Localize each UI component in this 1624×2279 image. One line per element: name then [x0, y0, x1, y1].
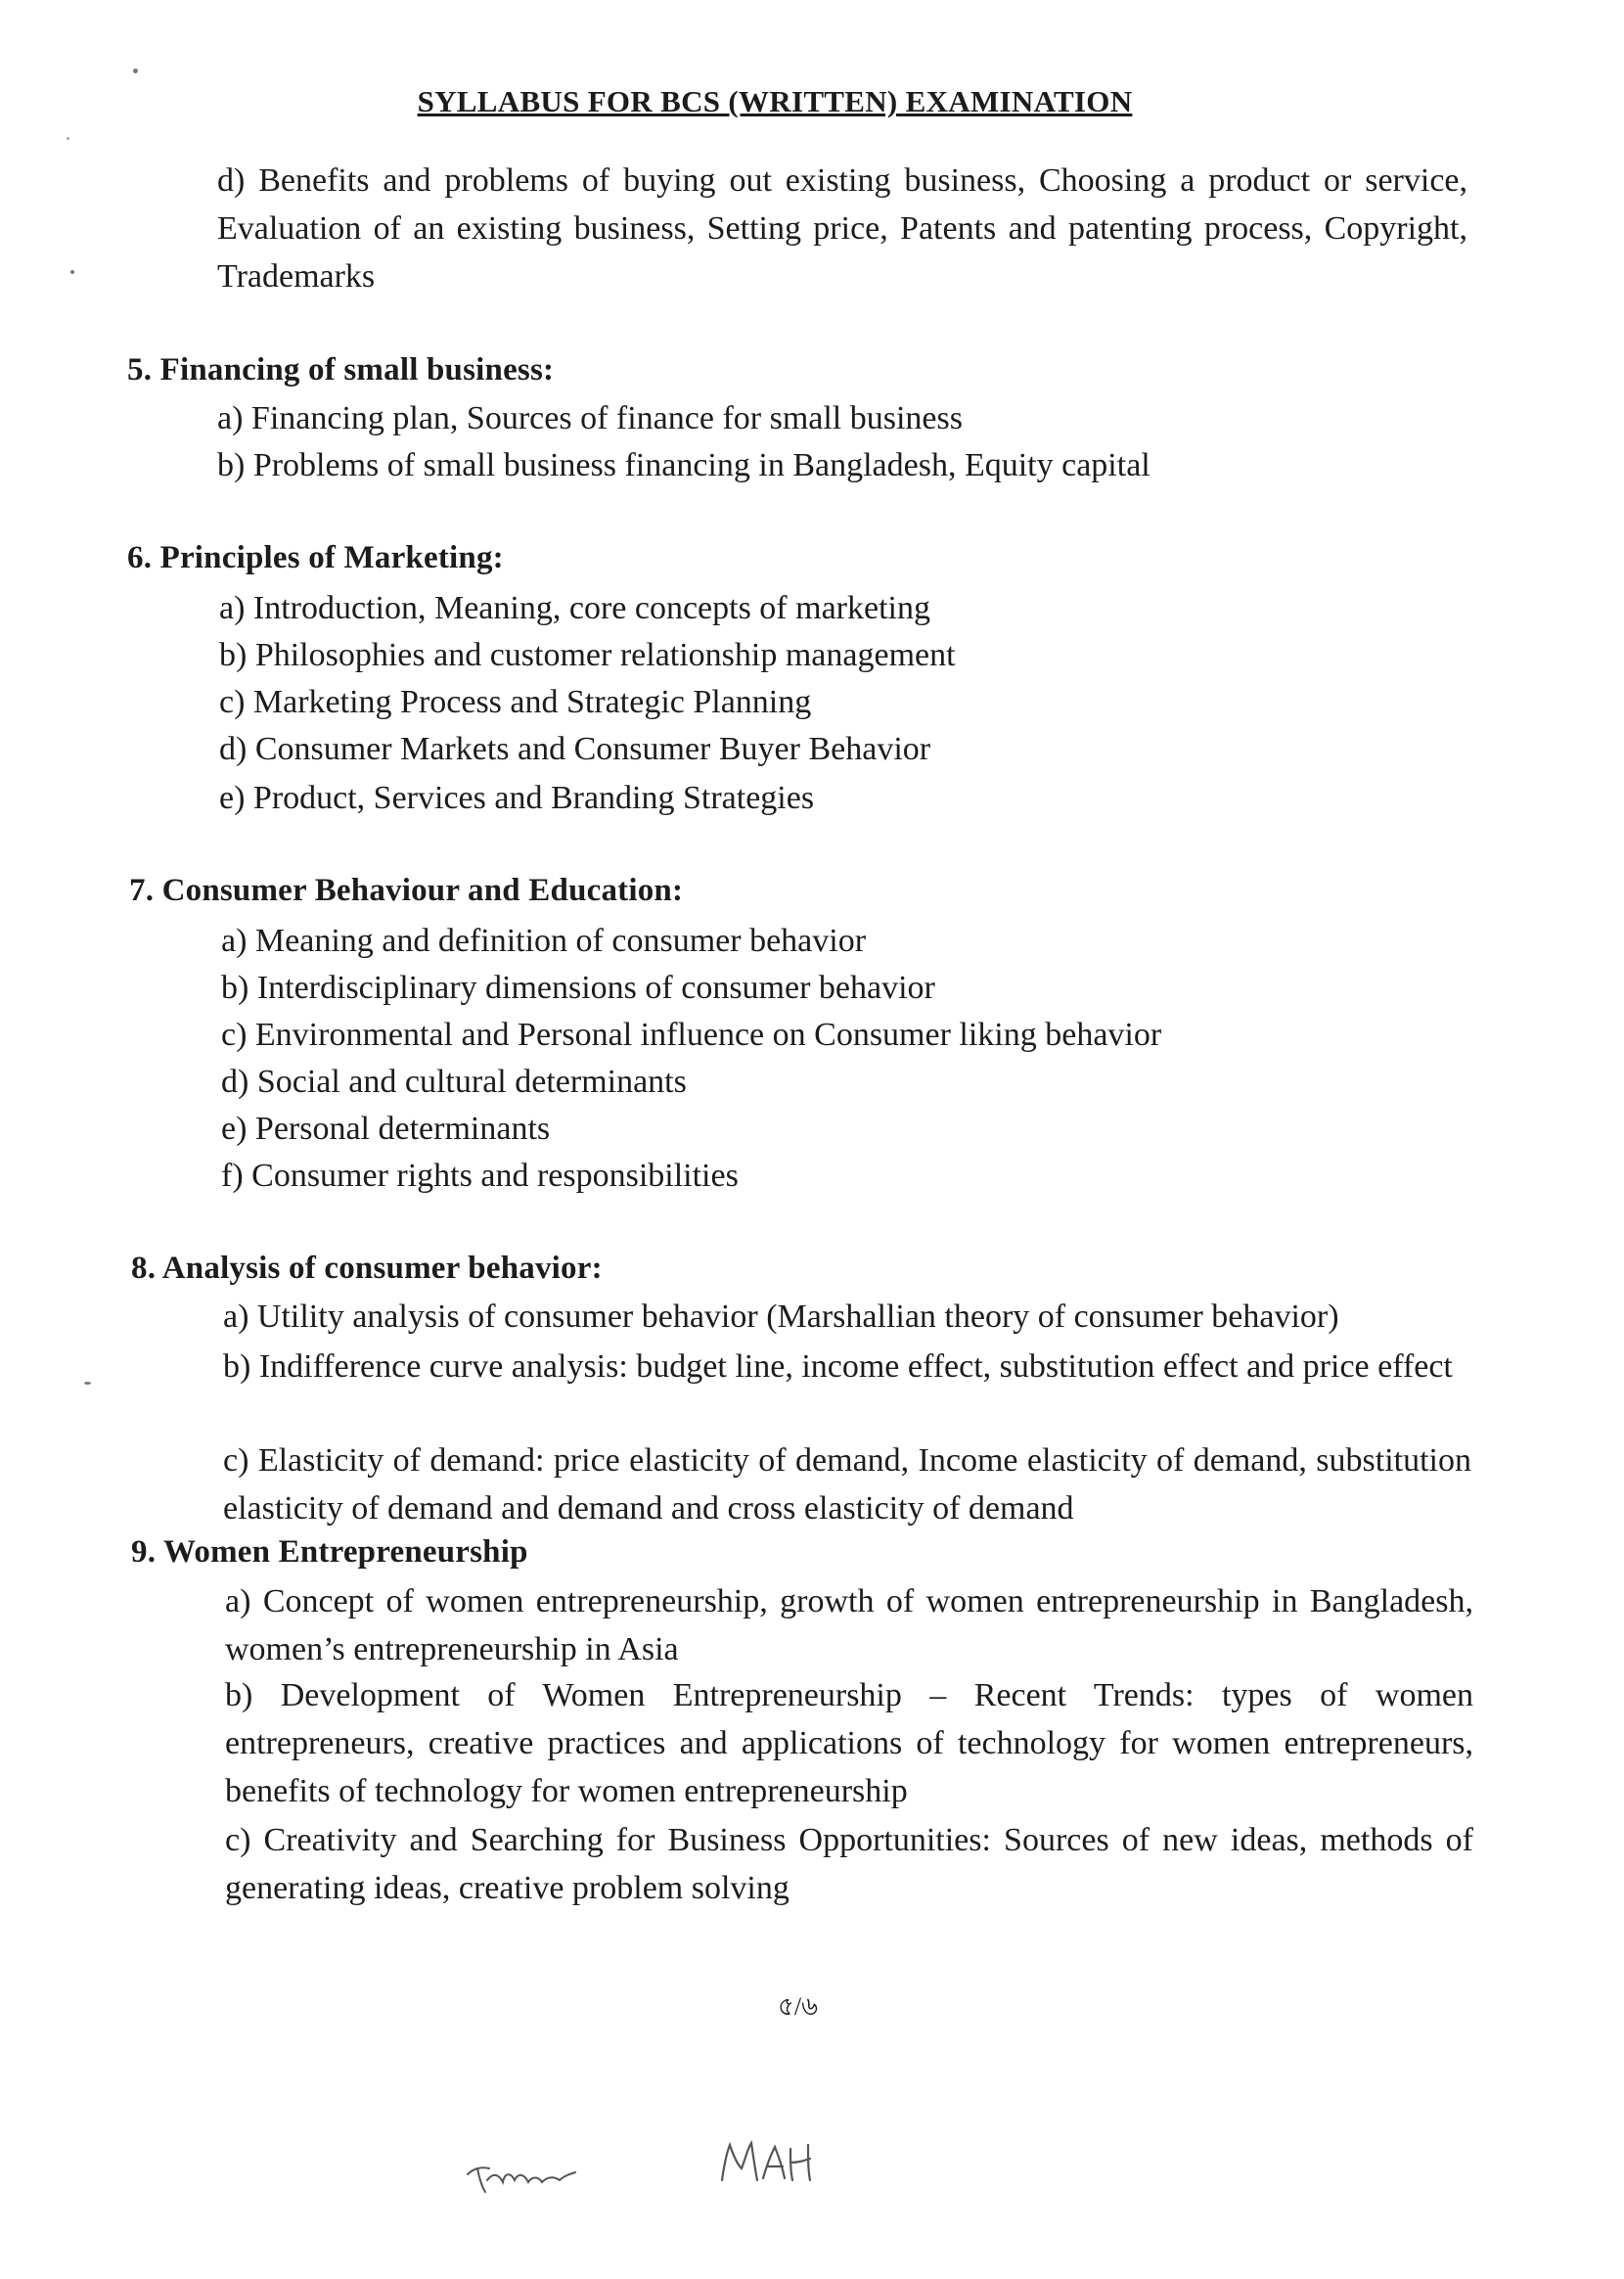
section-9-item-b: b) Development of Women Entrepreneurship – Recent Trends: types of women entrepreneurs, creative practices and applications of technology for women entrepreneurs, benefits of technology for women entrepreneurship: [225, 1677, 1473, 1809]
intro-item-d: d) Benefits and problems of buying out existing business, Choosing a product or service, Evaluation of an existing business, Setting price, Patents and patenting process, Copyright, Trademarks: [217, 162, 1467, 295]
page-title: SYLLABUS FOR BCS (WRITTEN) EXAMINATION: [417, 84, 1133, 118]
section-8-item-a: a) Utility analysis of consumer behavior (Marshallian theory of consumer behavior): [223, 1299, 1339, 1335]
section-8-item-c: c) Elasticity of demand: price elasticity of demand, Income elasticity of demand, substitution elasticity of demand and demand and cross elasticity of demand: [223, 1442, 1471, 1527]
scan-speck: [67, 137, 69, 140]
section-7-item-f: f) Consumer rights and responsibilities: [221, 1158, 739, 1194]
signature-2: [714, 2133, 822, 2192]
scan-speck: [70, 270, 74, 274]
section-7-item-b: b) Interdisciplinary dimensions of consumer behavior: [221, 970, 935, 1006]
section-8-item-b: b) Indifference curve analysis: budget line, income effect, substitution effect and price effect: [223, 1348, 1453, 1385]
section-5-item-b: b) Problems of small business financing in Bangladesh, Equity capital: [217, 447, 1150, 483]
section-5-item-a: a) Financing plan, Sources of finance for small business: [217, 400, 963, 436]
section-7-item-c: c) Environmental and Personal influence on Consumer liking behavior: [221, 1017, 1162, 1053]
page-number: ৫/৬: [778, 1992, 818, 2021]
section-6-heading: 6. Principles of Marketing:: [127, 540, 504, 575]
scan-speck: [133, 68, 138, 73]
section-7-item-e: e) Personal determinants: [221, 1111, 551, 1147]
section-6-item-b: b) Philosophies and customer relationship management: [219, 637, 956, 673]
section-9-heading: 9. Women Entrepreneurship: [131, 1534, 528, 1570]
section-7-heading: 7. Consumer Behaviour and Education:: [129, 873, 684, 908]
section-7-item-a: a) Meaning and definition of consumer behavior: [221, 923, 867, 959]
section-6-item-e: e) Product, Services and Branding Strategies: [219, 780, 815, 816]
section-6-item-d: d) Consumer Markets and Consumer Buyer Behavior: [219, 731, 931, 767]
section-8-heading: 8. Analysis of consumer behavior:: [131, 1251, 603, 1286]
section-7-item-d: d) Social and cultural determinants: [221, 1064, 687, 1100]
section-9-item-c: c) Creativity and Searching for Business Opportunities: Sources of new ideas, methods of generating ideas, creative problem solving: [225, 1822, 1473, 1906]
section-5-heading: 5. Financing of small business:: [127, 352, 555, 387]
section-6-item-a: a) Introduction, Meaning, core concepts of marketing: [219, 590, 930, 626]
scan-speck: [84, 1382, 91, 1385]
section-9-item-a: a) Concept of women entrepreneurship, growth of women entrepreneurship in Bangladesh, women’s entrepreneurship in Asia: [225, 1583, 1473, 1667]
section-6-item-c: c) Marketing Process and Strategic Planning: [219, 684, 812, 720]
signature-1: [460, 2143, 587, 2202]
